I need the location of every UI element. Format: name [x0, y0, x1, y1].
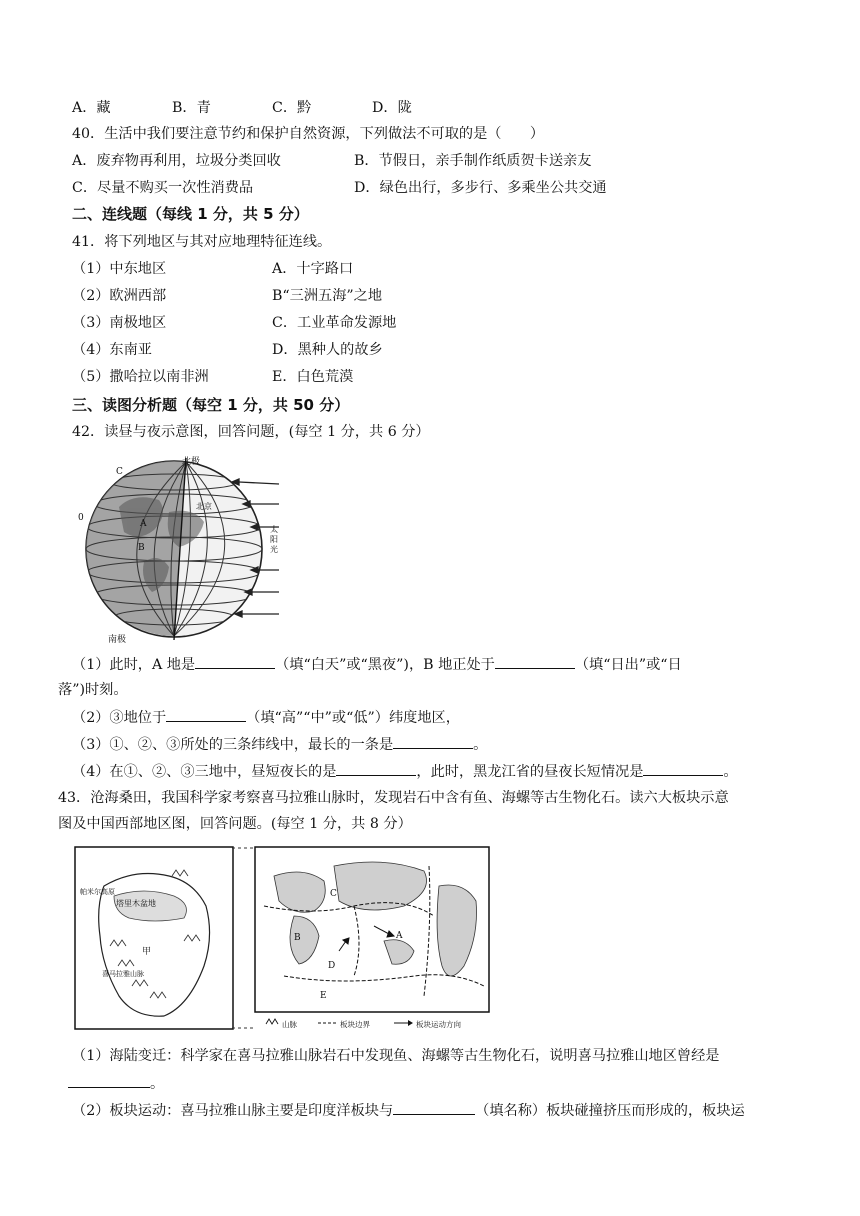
tarim-basin-label: 塔里木盆地	[116, 899, 156, 908]
q43-sub2-part2: （填名称）板块碰撞挤压而形成的，板块运	[475, 1103, 745, 1119]
q42-sub4-part1: （4）在①、②、③三地中，昼短夜长的是	[72, 764, 337, 780]
answer-blank[interactable]	[495, 654, 575, 669]
q42-sub4-part3: 。	[723, 764, 738, 780]
q42-sub1-line2: 落”)时刻。	[58, 682, 128, 698]
tectonic-plates-map	[254, 846, 490, 1030]
q41-left-4: （4）东南亚	[72, 342, 152, 358]
point-c-label: C	[116, 467, 123, 477]
q43-sub1-end: 。	[150, 1076, 165, 1092]
q42-sub2-part1: （2）③地位于	[72, 710, 167, 726]
answer-blank[interactable]	[393, 734, 473, 749]
answer-blank[interactable]	[643, 761, 723, 776]
q41-left-3: （3）南极地区	[72, 315, 167, 331]
plate-e-label: E	[320, 991, 327, 1001]
point-b-label: B	[138, 543, 145, 553]
section3-title: 三、读图分析题（每空 1 分，共 50 分）	[72, 396, 350, 414]
pamir-label: 帕米尔高原	[80, 888, 115, 896]
q42-sub2-part2: （填“高”“中”或“低”）纬度地区，	[246, 710, 460, 726]
q43-sub1-line1: （1）海陆变迁：科学家在喜马拉雅山脉岩石中发现鱼、海螺等古生物化石，说明喜马拉雅山地区曾经是	[72, 1048, 720, 1064]
q42-sub4	[72, 761, 738, 782]
legend-mountain-icon	[266, 1019, 278, 1024]
q39-option-a: A．藏	[72, 100, 111, 116]
q42-sub3-part1: （3）①、②、③所处的三条纬线中，最长的一条是	[72, 737, 394, 753]
legend-mountain-label: 山脉	[282, 1020, 297, 1029]
q42-sub2	[72, 707, 460, 728]
q42-sub3	[72, 734, 487, 755]
q43-stem-1: 43．沧海桑田，我国科学家考察喜马拉雅山脉时，发现岩石中含有鱼、海螺等古生物化石。读六大板块示意	[58, 790, 729, 806]
q43-sub2	[72, 1100, 745, 1121]
q41-left-1: （1）中东地区	[72, 261, 167, 277]
q43-sub2-part1: （2）板块运动：喜马拉雅山脉主要是印度洋板块与	[72, 1103, 394, 1119]
legend-direction-label: 板块运动方向	[416, 1020, 461, 1029]
beijing-label: 北京	[196, 502, 212, 511]
section2-title: 二、连线题（每线 1 分，共 5 分）	[72, 205, 309, 223]
answer-blank[interactable]	[195, 654, 275, 669]
q43-sub1-line2	[68, 1073, 164, 1094]
q40-stem: 40．生活中我们要注意节约和保护自然资源，下列做法不可取的是（ ）	[72, 126, 545, 142]
plate-b-label: B	[294, 933, 301, 943]
q43-stem-2: 图及中国西部地区图，回答问题。(每空 1 分，共 8 分）	[58, 816, 412, 832]
himalaya-label: 喜马拉雅山脉	[102, 970, 144, 978]
q42-sub1-part1: （1）此时，A 地是	[72, 657, 196, 673]
legend-boundary-label: 板块边界	[340, 1020, 370, 1029]
q42-sub1-part3: （填“日出”或“日	[574, 657, 682, 673]
sunlight-label-group	[270, 524, 278, 554]
answer-blank[interactable]	[166, 707, 246, 722]
q41-right-c: C．工业革命发源地	[272, 315, 397, 331]
south-pole-label: 南极	[108, 635, 127, 645]
point-zero-label: 0	[78, 513, 84, 523]
point-a-label: A	[140, 519, 147, 529]
q42-sub4-part2: ，此时，黑龙江省的昼夜长短情况是	[416, 764, 644, 780]
answer-blank[interactable]	[393, 1100, 475, 1115]
q41-right-b: B“三洲五海”之地	[272, 288, 383, 304]
day-night-globe-figure	[74, 452, 286, 646]
plate-a-label: A	[396, 931, 403, 941]
western-china-map	[74, 846, 234, 1030]
north-pole-label: 北极	[182, 457, 201, 467]
answer-blank[interactable]	[68, 1073, 150, 1088]
q39-option-b: B．青	[172, 100, 211, 116]
q41-right-e: E．白色荒漠	[272, 369, 354, 385]
q40-option-a: A．废弃物再利用，垃圾分类回收	[72, 153, 281, 169]
sunlight-label-3: 光	[270, 545, 278, 554]
q42-sub1-line1	[72, 654, 682, 675]
jia-label: 甲	[142, 947, 152, 957]
q42-stem: 42．读昼与夜示意图，回答问题，(每空 1 分，共 6 分）	[72, 424, 430, 440]
q41-left-2: （2）欧洲西部	[72, 288, 167, 304]
connector-lines	[232, 846, 256, 1030]
q42-sub1-part2: （填“白天”或“黑夜”)，B 地正处于	[275, 657, 495, 673]
q40-option-c: C．尽量不购买一次性消费品	[72, 180, 254, 196]
q39-option-c: C．黔	[272, 100, 312, 116]
q42-sub3-part2: 。	[473, 737, 488, 753]
q40-option-b: B．节假日，亲手制作纸质贺卡送亲友	[354, 153, 592, 169]
plate-c-label: C	[330, 889, 337, 899]
q41-right-d: D．黑种人的故乡	[272, 342, 383, 358]
q41-right-a: A．十字路口	[272, 261, 354, 277]
q40-option-d: D．绿色出行，多步行、多乘坐公共交通	[354, 180, 607, 196]
plate-d-label: D	[328, 961, 336, 971]
sunlight-label-2: 阳	[270, 535, 278, 544]
q41-left-5: （5）撒哈拉以南非洲	[72, 369, 209, 385]
answer-blank[interactable]	[336, 761, 416, 776]
q41-stem: 41．将下列地区与其对应地理特征连线。	[72, 234, 332, 250]
sunlight-label-1: 太	[270, 525, 278, 534]
q39-option-d: D．陇	[372, 100, 412, 116]
map-legend	[266, 1019, 461, 1029]
